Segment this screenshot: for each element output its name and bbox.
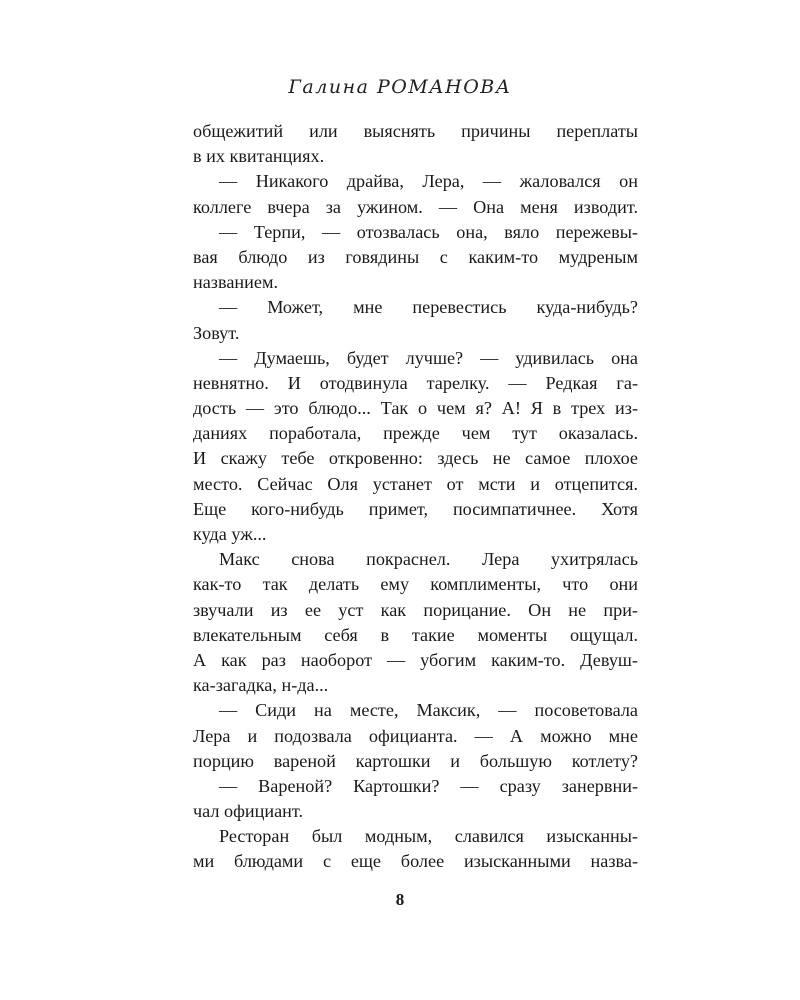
text-line: названием. bbox=[193, 272, 279, 293]
text-line: А как раз наоборот — убогим каким-то. Девуш- bbox=[193, 649, 638, 670]
text-line: как-то так делать ему комплименты, что они bbox=[193, 574, 638, 595]
text-line: влекательным себя в такие моменты ощущал. bbox=[193, 624, 638, 645]
text-line: невнятно. И отодвинула тарелку. — Редкая га- bbox=[193, 372, 638, 393]
text-line: порцию вареной картошки и большую котлету? bbox=[193, 750, 638, 771]
text-line: Лера и подозвала официанта. — А можно мне bbox=[193, 725, 638, 746]
text-line: — Думаешь, будет лучше? — удивилась она bbox=[219, 347, 638, 368]
text-line: чал официант. bbox=[193, 801, 304, 822]
text-line: Ресторан был модным, славился изысканны- bbox=[219, 826, 638, 847]
text-line: куда уж... bbox=[193, 524, 267, 544]
text-line: даниях поработала, прежде чем тут оказалась. bbox=[193, 423, 638, 444]
text-line: — Может, мне перевестись куда-нибудь? bbox=[219, 297, 638, 318]
text-line: ми блюдами с еще более изысканными назва- bbox=[193, 851, 638, 872]
running-header-author: Галина РОМАНОВА bbox=[288, 76, 512, 98]
text-line: И скажу тебе откровенно: здесь не самое плохое bbox=[193, 448, 638, 469]
text-line: коллеге вчера за ужином. — Она меня изводит. bbox=[193, 196, 638, 217]
text-line: дость — это блюдо... Так о чем я? А! Я в трех из- bbox=[193, 398, 638, 419]
text-line: общежитий или выяснять причины переплаты bbox=[193, 121, 638, 141]
text-line: звучали из ее уст как порицание. Он не при- bbox=[193, 599, 638, 620]
text-line: Зовут. bbox=[193, 322, 240, 343]
text-line: ка-загадка, н-да... bbox=[193, 675, 329, 696]
text-line: Еще кого-нибудь примет, посимпатичнее. Хотя bbox=[193, 498, 638, 519]
text-line: место. Сейчас Оля устанет от мсти и отцепится. bbox=[193, 473, 638, 494]
text-line: Макс снова покраснел. Лера ухитрялась bbox=[219, 549, 638, 570]
page-number: 8 bbox=[395, 890, 405, 909]
text-line: — Терпи, — отозвалась она, вяло пережевы- bbox=[219, 221, 638, 242]
body-text bbox=[193, 119, 638, 875]
text-line: в их квитанциях. bbox=[193, 146, 325, 167]
text-line: — Сиди на месте, Максик, — посоветовала bbox=[219, 700, 638, 721]
text-line: — Вареной? Картошки? — сразу занервни- bbox=[219, 775, 638, 796]
text-line: вая блюдо из говядины с каким-то мудреным bbox=[193, 246, 638, 267]
text-line: — Никакого драйва, Лера, — жаловался он bbox=[219, 171, 638, 192]
